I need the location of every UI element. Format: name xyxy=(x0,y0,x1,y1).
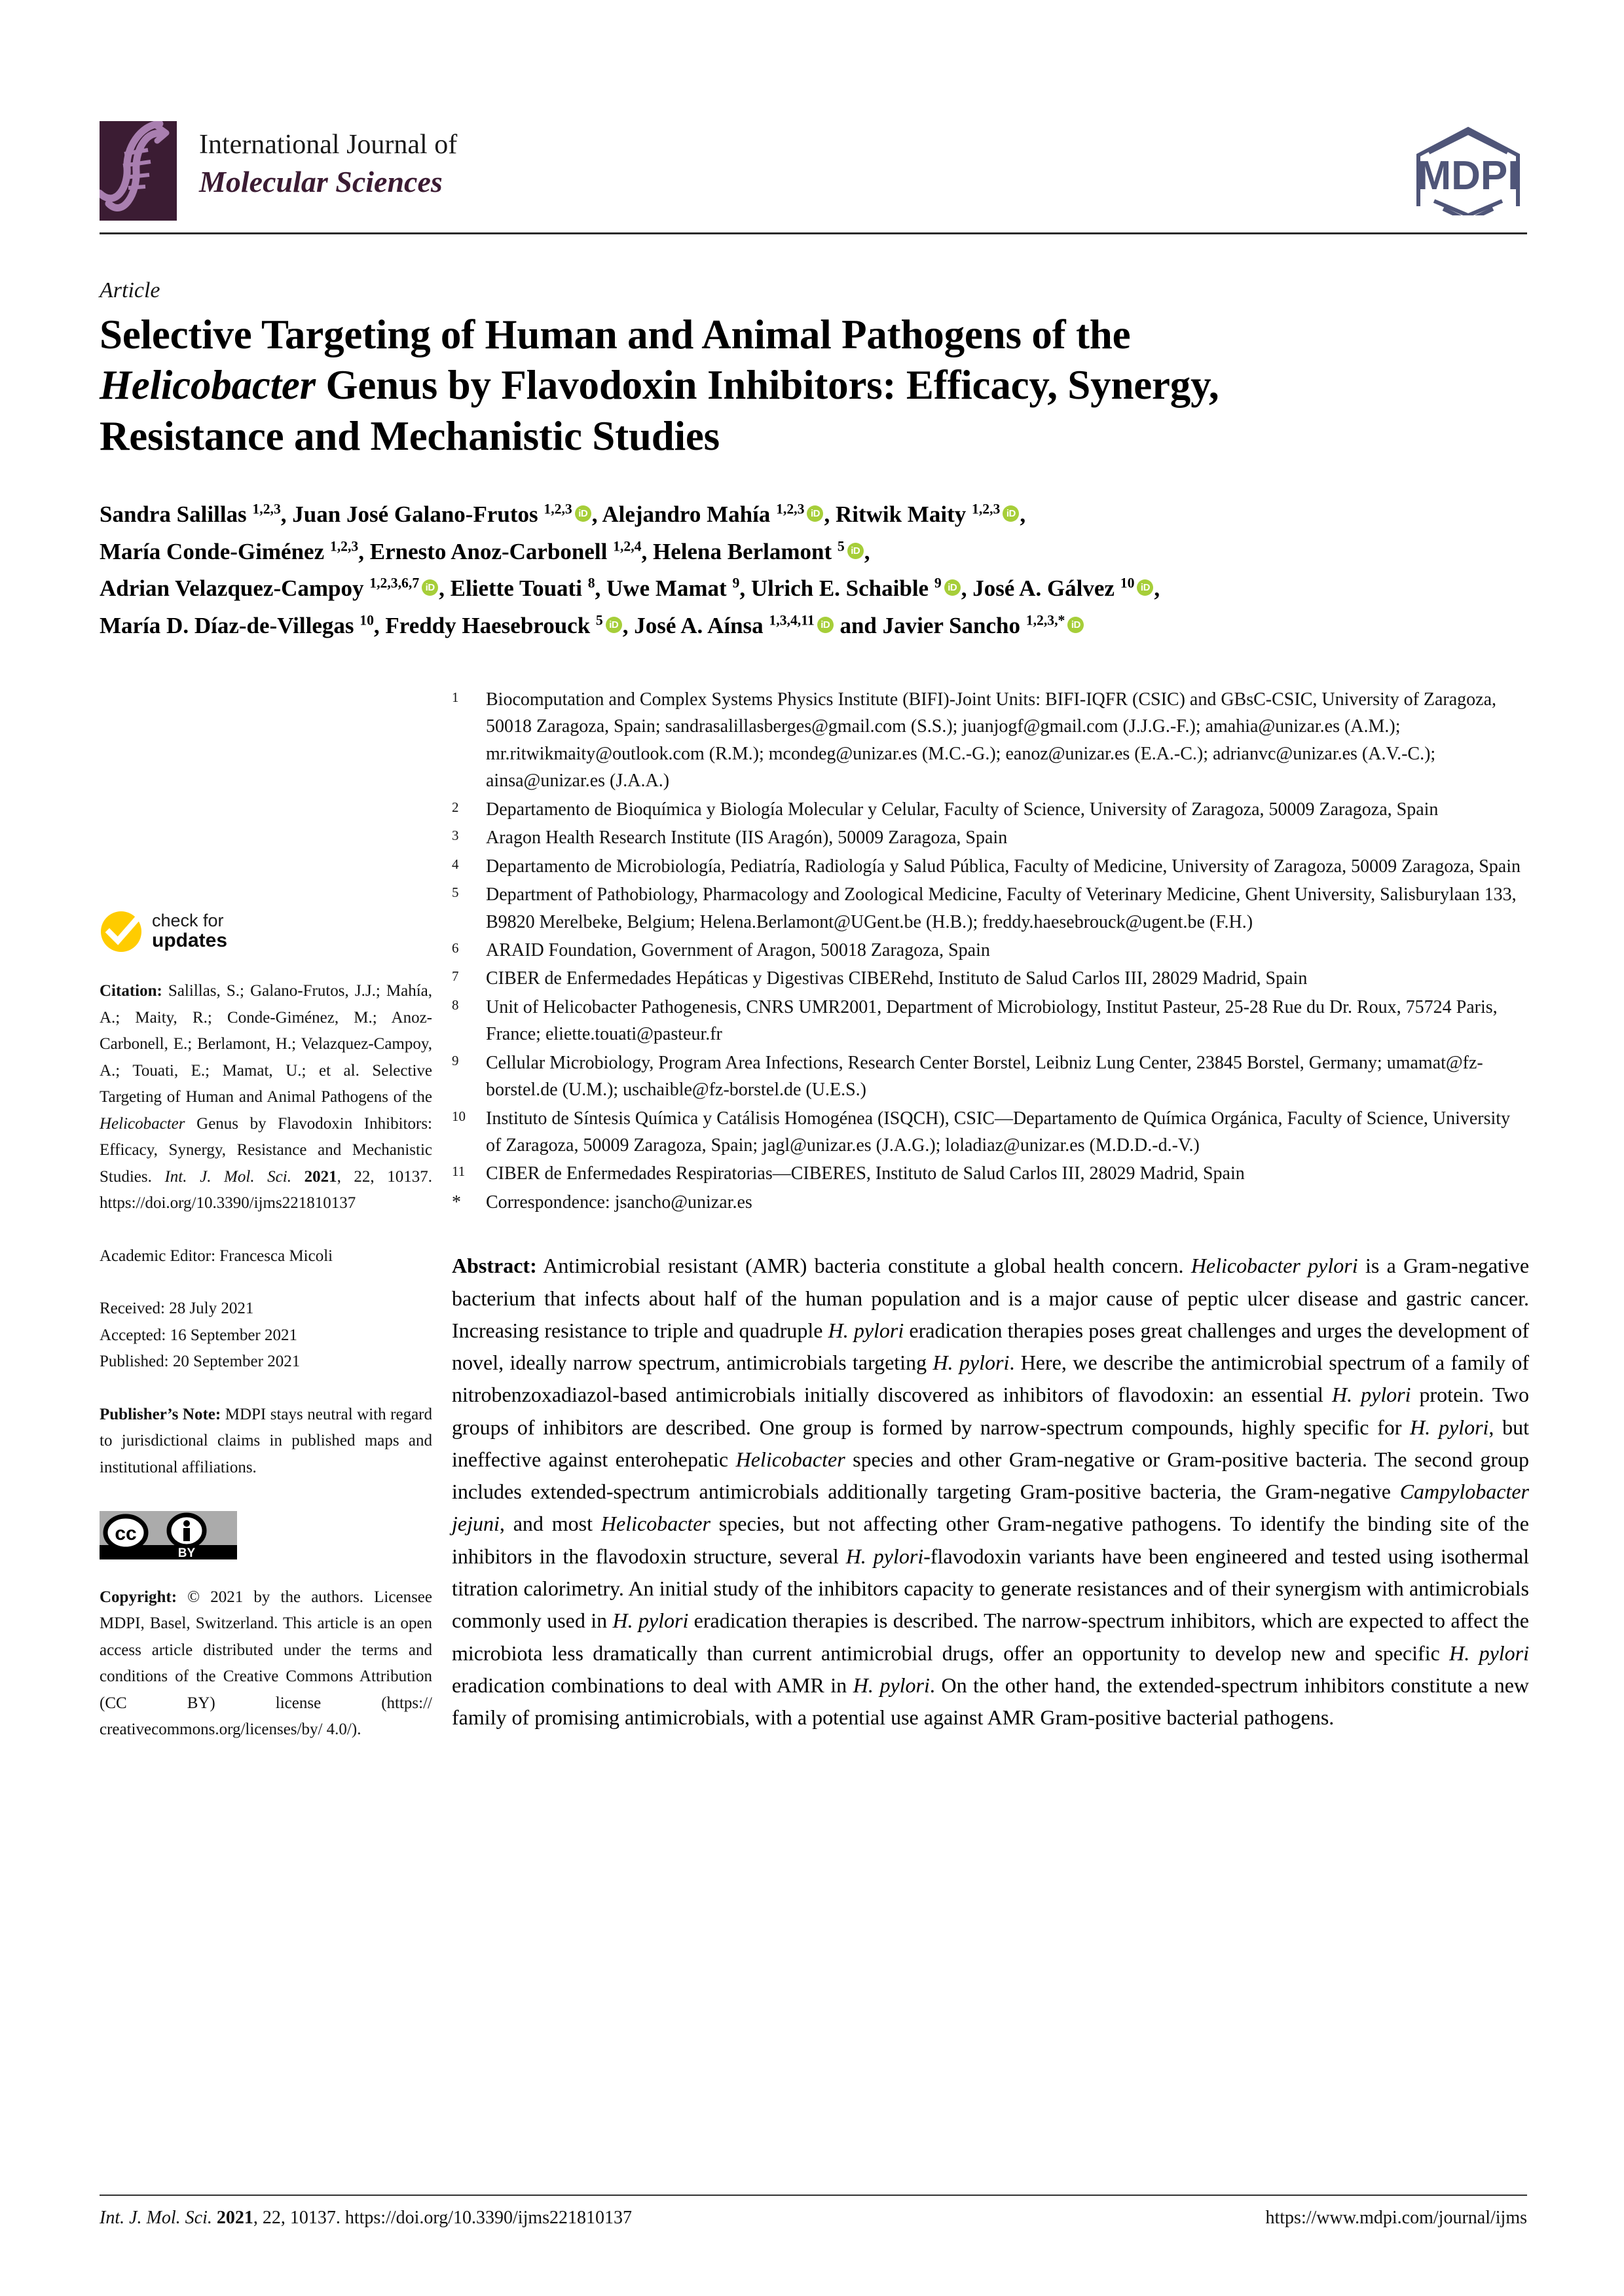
affiliation-row xyxy=(452,1105,1529,1159)
check-circle-icon xyxy=(100,910,143,953)
footer-journal-italic: Int. J. Mol. Sci. xyxy=(100,2208,212,2228)
abstract-italic-4: H. pylori xyxy=(1331,1383,1411,1407)
affiliation-row xyxy=(452,937,1529,964)
author-line xyxy=(100,608,1534,645)
author-name: Helena Berlamont xyxy=(653,538,838,564)
affiliation-row xyxy=(452,994,1529,1048)
affiliation-row xyxy=(452,853,1529,880)
title-line-1: Selective Targeting of Human and Animal Pathogens of the xyxy=(100,312,1131,357)
orcid-id-icon[interactable]: iD xyxy=(1067,617,1084,633)
journal-masthead xyxy=(100,121,1527,226)
author-affiliation-ref: 1,2,3,6,7 xyxy=(369,575,420,591)
abstract-label: Abstract: xyxy=(452,1254,537,1278)
publisher-note-label: Publisher’s Note: xyxy=(100,1405,221,1423)
affiliation-number: 3 xyxy=(452,828,459,844)
abstract-text-11: eradication therapies is described. The narrow-spectrum inhibitors, which are expected to affect the microbiota less dramatically than current antimicrobial drugs, offer an opportunity to develop new and specific xyxy=(452,1609,1530,1665)
author-affiliation-ref: 1,3,4,11 xyxy=(769,612,815,629)
by-mark: BY xyxy=(177,1546,196,1559)
author-line xyxy=(100,534,1534,571)
citation-authors: Salillas, S.; Galano-Frutos, J.J.; Mahía, A.; Maity, R.; Conde-Giménez, M.; Anoz-Carbonell, E.; Berlamont, H.; Velazquez-Campoy, A.; Touati, E.; Mamat, U.; et al. Selective Targeting of Human and Animal Pathogens of the xyxy=(100,982,432,1106)
affiliation-text: Unit of Helicobacter Pathogenesis, CNRS UMR2001, Department of Microbiology, Institut Pasteur, 25-28 Rue du Dr. Roux, 75724 Paris, France; eliette.touati@pasteur.fr xyxy=(486,996,1498,1045)
author-separator: , xyxy=(1020,501,1026,527)
cfu-line2: updates xyxy=(152,930,228,952)
affiliation-text: CIBER de Enfermedades Respiratorias—CIBERES, Instituto de Salud Carlos III, 28029 Madrid, Spain xyxy=(486,1163,1245,1184)
check-for-updates-badge[interactable] xyxy=(100,910,432,953)
affiliation-text: Correspondence: jsancho@unizar.es xyxy=(486,1192,752,1212)
affiliation-text: Department of Pathobiology, Pharmacology and Zoological Medicine, Faculty of Veterinary Medicine, Ghent University, Salisburylaan 133, B9820 Merelbeke, Belgium; Helena.Berlamont@UGent.be (H.B.); freddy.haesebrouck@ugent.be (F.H.) xyxy=(486,884,1517,932)
affiliation-row xyxy=(452,1049,1529,1104)
publisher-note xyxy=(100,1402,432,1482)
abstract-italic-11: H. pylori xyxy=(1449,1641,1530,1665)
affiliation-row xyxy=(452,824,1529,851)
abstract-text-4: . Here, we describe the antimicrobial spectrum of a family of nitrobenzoxadiazol-based antimicrobials initially discovered as inhibitors of flavodoxin: an essential xyxy=(452,1351,1530,1407)
author-affiliation-ref: 5 xyxy=(837,538,845,555)
publication-dates xyxy=(100,1296,432,1376)
footer-year: 2021 xyxy=(212,2208,253,2228)
published-date: Published: 20 September 2021 xyxy=(100,1353,301,1370)
cc-mark: cc xyxy=(115,1523,137,1544)
author-affiliation-ref: 1,2,3 xyxy=(252,501,281,517)
author-separator: , xyxy=(641,538,654,564)
citation-species: Helicobacter xyxy=(100,1114,185,1133)
affiliation-text: Instituto de Síntesis Química y Catálisis Homogénea (ISQCH), CSIC—Departamento de Química Orgánica, Faculty of Science, University of Zaragoza, 50009 Zaragoza, Spain; jagl@unizar.es (J.A.G.); loladiaz@unizar.es (M.D.D.-d.-V.) xyxy=(486,1108,1511,1156)
orcid-id-icon[interactable]: iD xyxy=(606,617,622,633)
orcid-id-icon[interactable]: iD xyxy=(807,505,823,522)
orcid-id-icon[interactable]: iD xyxy=(817,617,834,633)
affiliation-text: Departamento de Microbiología, Pediatría, Radiología y Salud Pública, Faculty of Medicine, University of Zaragoza, 50009 Zaragoza, Spain xyxy=(486,856,1521,877)
copyright-label: Copyright: xyxy=(100,1588,177,1606)
citation-label: Citation: xyxy=(100,982,162,1000)
author-separator: , xyxy=(864,538,870,564)
author-name: Sandra Salillas xyxy=(100,501,253,527)
abstract-text-1: Antimicrobial resistant (AMR) bacteria constitute a global health concern. xyxy=(536,1254,1191,1278)
author-name: Eliette Touati xyxy=(450,575,588,602)
footer-citation xyxy=(100,2208,632,2229)
footer-journal-url[interactable]: https://www.mdpi.com/journal/ijms xyxy=(1265,2208,1527,2228)
author-name: María Conde-Giménez xyxy=(100,538,330,564)
right-column xyxy=(452,686,1529,1734)
affiliation-number: * xyxy=(452,1192,461,1212)
author-affiliation-ref: 1,2,3 xyxy=(329,538,359,555)
author-line xyxy=(100,496,1534,534)
affiliation-row xyxy=(452,965,1529,992)
mdpi-wordmark: MDPI xyxy=(1417,153,1519,198)
author-affiliation-ref: 1,2,3 xyxy=(544,501,572,517)
citation-doi: , 22, 10137. https://doi.org/10.3390/ijms221810137 xyxy=(100,1167,433,1212)
page-title xyxy=(100,310,1527,462)
abstract-text-12: eradication combinations to deal with AMR in xyxy=(452,1673,853,1697)
author-name: Adrian Velazquez-Campoy xyxy=(100,575,370,602)
author-separator: , xyxy=(739,575,751,602)
orcid-id-icon[interactable]: iD xyxy=(944,579,961,596)
author-separator: and xyxy=(834,613,883,639)
author-separator: , xyxy=(1154,575,1160,602)
affiliation-number: 4 xyxy=(452,856,459,872)
title-line-2-rest: Genus by Flavodoxin Inhibitors: Efficacy, Synergy, xyxy=(315,362,1219,409)
author-affiliation-ref: 1,2,3 xyxy=(971,501,1001,517)
author-separator: , xyxy=(961,575,973,602)
affiliation-row xyxy=(452,881,1529,936)
dna-helix-icon xyxy=(100,121,177,221)
author-separator: , xyxy=(622,613,635,639)
abstract-text-6: , but ineffective against enterohepatic xyxy=(452,1415,1530,1471)
abstract-text-3: eradication therapies poses great challenges and urges the development of novel, ideally narrow spectrum, antimicrobials targeting xyxy=(452,1318,1530,1375)
affiliation-number: 6 xyxy=(452,939,459,956)
author-affiliation-ref: 1,2,3 xyxy=(776,501,805,517)
abstract-italic-3: H. pylori xyxy=(932,1351,1010,1375)
author-affiliation-ref: 5 xyxy=(595,612,603,629)
author-affiliation-ref: 8 xyxy=(587,575,595,591)
creative-commons-by-icon[interactable] xyxy=(100,1511,237,1559)
affiliation-number: 8 xyxy=(452,996,459,1013)
affiliation-number: 7 xyxy=(452,968,459,985)
author-list xyxy=(100,496,1534,645)
check-for-updates-text xyxy=(152,911,227,952)
footer-doi: , 22, 10137. https://doi.org/10.3390/ijms221810137 xyxy=(253,2208,633,2228)
footer-divider xyxy=(100,2195,1527,2196)
affiliation-text: Departamento de Bioquímica y Biología Molecular y Celular, Faculty of Science, University of Zaragoza, 50009 Zaragoza, Spain xyxy=(486,799,1439,820)
author-name: Ritwik Maity xyxy=(835,501,972,527)
author-name: José A. Aínsa xyxy=(634,613,769,639)
title-species-italic: Helicobacter xyxy=(100,362,316,409)
affiliation-number: 1 xyxy=(452,689,459,705)
author-separator: , xyxy=(595,575,607,602)
sidebar-metadata xyxy=(100,910,432,1770)
affiliation-text: Cellular Microbiology, Program Area Infections, Research Center Borstel, Leibniz Lung Center, 23845 Borstel, Germany; umamat@fz-borstel.de (U.M.); uschaible@fz-borstel.de (U.E.S.) xyxy=(486,1052,1483,1101)
journal-title-line2: Molecular Sciences xyxy=(199,164,443,198)
abstract-italic-5: H. pylori xyxy=(1410,1415,1489,1439)
author-line xyxy=(100,570,1534,608)
author-separator: , xyxy=(439,575,451,602)
affiliations-list xyxy=(452,686,1529,1216)
affiliation-text: Aragon Health Research Institute (IIS Aragón), 50009 Zaragoza, Spain xyxy=(486,828,1008,848)
abstract-text-9: species, but not affecting other Gram-negative pathogens. To identify the binding site of the inhibitors in the flavodoxin structure, several xyxy=(452,1512,1530,1568)
abstract-text-5: protein. Two groups of inhibitors are described. One group is formed by narrow-spectrum compounds, highly specific for xyxy=(452,1383,1530,1439)
accepted-date: Accepted: 16 September 2021 xyxy=(100,1326,297,1344)
author-name: María D. Díaz-de-Villegas xyxy=(100,613,360,639)
abstract-italic-7: Campylobacter jejuni xyxy=(452,1480,1529,1536)
orcid-id-icon[interactable]: iD xyxy=(422,579,438,596)
copyright-text: © 2021 by the authors. Licensee MDPI, Basel, Switzerland. This article is an open access article distributed under the terms and conditions of the Creative Commons Attribution (CC BY) license (https:// creativecommons.org/licenses/by/ 4.0/). xyxy=(100,1588,432,1738)
affiliation-number: 10 xyxy=(452,1108,466,1124)
affiliation-row xyxy=(452,1160,1529,1187)
abstract-italic-8: Helicobacter xyxy=(600,1512,710,1536)
author-name: Juan José Galano-Frutos xyxy=(292,501,544,527)
academic-editor: Academic Editor: Francesca Micoli xyxy=(100,1247,333,1265)
author-name: Uwe Mamat xyxy=(606,575,733,602)
cfu-line1: check for xyxy=(152,911,224,931)
author-affiliation-ref: 1,2,3,* xyxy=(1025,612,1065,629)
author-affiliation-ref: 9 xyxy=(732,575,740,591)
orcid-id-icon[interactable]: iD xyxy=(847,543,864,559)
author-name: Ernesto Anoz-Carbonell xyxy=(369,538,614,564)
author-affiliation-ref: 10 xyxy=(360,612,374,629)
affiliation-row xyxy=(452,1189,1529,1216)
orcid-id-icon[interactable]: iD xyxy=(575,505,591,522)
author-affiliation-ref: 9 xyxy=(934,575,942,591)
author-name: Freddy Haesebrouck xyxy=(385,613,596,639)
abstract-section xyxy=(452,1250,1529,1734)
citation-block xyxy=(100,978,432,1217)
affiliation-row xyxy=(452,796,1529,823)
publisher-note-text: MDPI stays neutral with regard to jurisdictional claims in published maps and institutional affiliations. xyxy=(100,1405,432,1476)
citation-journal: Int. J. Mol. Sci. xyxy=(164,1167,291,1186)
abstract-text-13: . On the other hand, the extended-spectrum inhibitors constitute a new family of promising antimicrobials, with a potential use against AMR Gram-positive bacterial pathogens. xyxy=(452,1673,1530,1730)
author-name: Javier Sancho xyxy=(882,613,1026,639)
orcid-id-icon[interactable]: iD xyxy=(1003,505,1019,522)
abstract-text-7: species and other Gram-negative or Gram-positive bacteria. The second group includes extended-spectrum antimicrobials additionally targeting Gram-positive bacteria, the Gram-negative xyxy=(452,1447,1530,1504)
author-separator: , xyxy=(280,501,293,527)
author-separator: , xyxy=(824,501,836,527)
author-affiliation-ref: 1,2,4 xyxy=(613,538,642,555)
title-line-3: Resistance and Mechanistic Studies xyxy=(100,412,720,459)
affiliation-number: 9 xyxy=(452,1052,459,1068)
affiliation-number: 5 xyxy=(452,884,459,901)
abstract-italic-2: H. pylori xyxy=(828,1318,904,1342)
affiliation-row xyxy=(452,686,1529,795)
abstract-italic-6: Helicobacter xyxy=(735,1447,845,1471)
received-date: Received: 28 July 2021 xyxy=(100,1300,254,1317)
author-separator: , xyxy=(591,501,602,527)
affiliation-text: ARAID Foundation, Government of Aragon, 50018 Zaragoza, Spain xyxy=(486,939,990,960)
journal-logo-block xyxy=(100,121,177,221)
article-type-label: Article xyxy=(100,278,160,302)
journal-title-line1: International Journal of xyxy=(199,130,458,160)
abstract-text-2: is a Gram-negative bacterium that infects about half of the human population and is a major cause of peptic ulcer disease and gastric cancer. Increasing resistance to triple and quadruple xyxy=(452,1254,1530,1342)
mdpi-publisher-logo xyxy=(1409,124,1527,215)
author-separator: , xyxy=(373,613,386,639)
author-name: Alejandro Mahía xyxy=(602,501,777,527)
page-footer xyxy=(100,2208,1527,2229)
author-name: Ulrich E. Schaible xyxy=(750,575,934,602)
affiliation-number: 2 xyxy=(452,799,459,815)
journal-title xyxy=(199,129,457,200)
abstract-italic-10: H. pylori xyxy=(612,1609,689,1633)
abstract-text-8: , and most xyxy=(499,1512,601,1536)
abstract-italic-12: H. pylori xyxy=(853,1673,930,1697)
author-affiliation-ref: 10 xyxy=(1120,575,1135,591)
abstract-text-10: -flavodoxin variants have been engineered and tested using isothermal titration calorimetry. An initial study of the inhibitors capacity to generate resistances and of their synergism with antimicrobials commonly used in xyxy=(452,1544,1530,1633)
abstract-italic-1: Helicobacter pylori xyxy=(1190,1254,1358,1278)
affiliation-text: Biocomputation and Complex Systems Physics Institute (BIFI)-Joint Units: BIFI-IQFR (CSIC) and GBsC-CSIC, University of Zaragoza, 50018 Zaragoza, Spain; sandrasalillasberges@gmail.com (S.S.); juanjogf@gmail.com (J.J.G.-F.); amahia@unizar.es (A.M.); mr.ritwikmaity@outlook.com (R.M.); mcondeg@unizar.es (M.C.-G.); eanoz@unizar.es (E.A.-C.); adrianvc@unizar.es (A.V.-C.); ainsa@unizar.es (J.A.A.) xyxy=(486,689,1497,792)
author-separator: , xyxy=(358,538,370,564)
affiliation-number: 11 xyxy=(452,1163,466,1180)
affiliation-text: CIBER de Enfermedades Hepáticas y Digestivas CIBERehd, Instituto de Salud Carlos III, 28029 Madrid, Spain xyxy=(486,968,1308,989)
orcid-id-icon[interactable]: iD xyxy=(1137,579,1153,596)
citation-year: 2021 xyxy=(291,1167,337,1186)
copyright-block xyxy=(100,1584,432,1743)
abstract-italic-9: H. pylori xyxy=(845,1544,924,1568)
header-divider xyxy=(100,232,1527,234)
citation-title-rest: Genus by Flavodoxin Inhibitors: Efficacy, Synergy, Resistance and Mechanistic Studies. xyxy=(100,1114,432,1186)
author-name: José A. Gálvez xyxy=(972,575,1120,602)
